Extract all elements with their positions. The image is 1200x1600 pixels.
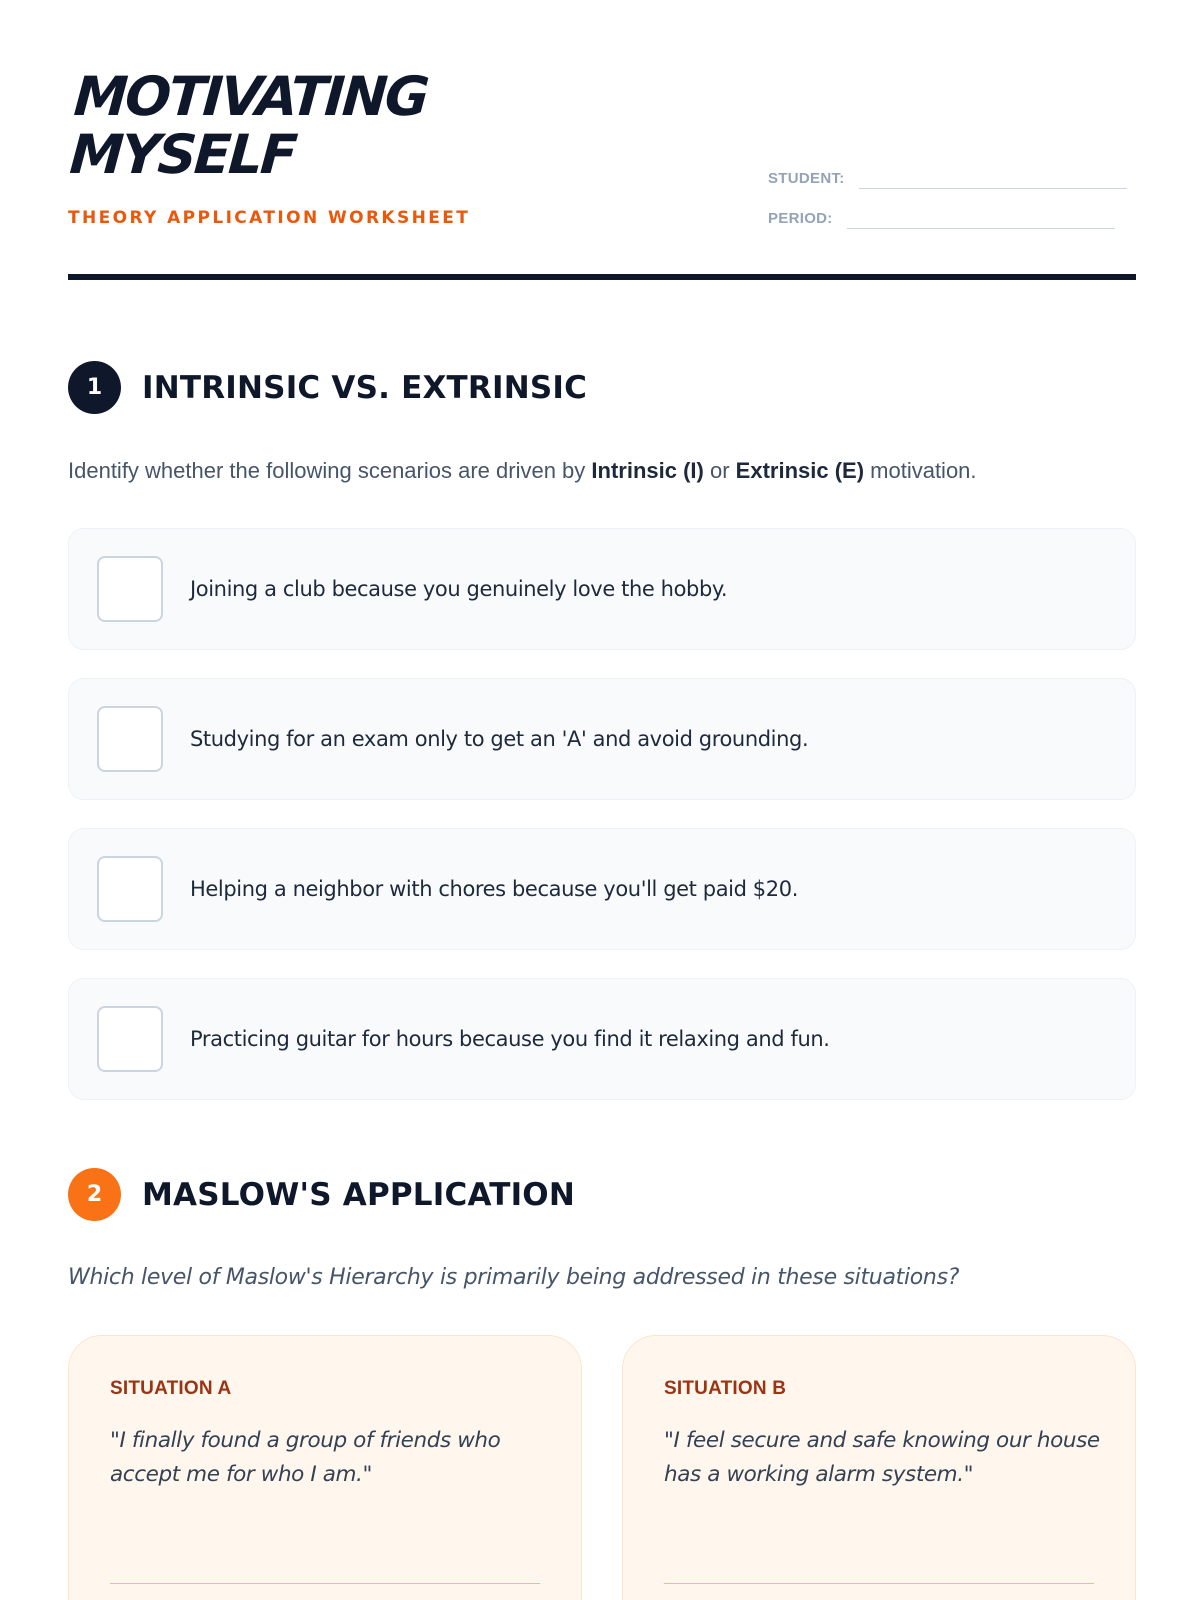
answer-line[interactable] [110, 1583, 540, 1584]
scenario-text: Studying for an exam only to get an 'A' and avoid grounding. [190, 727, 809, 751]
instruction-text: or [703, 458, 736, 483]
student-label: STUDENT: [768, 170, 845, 187]
scenario-card [68, 528, 1136, 650]
period-label: PERIOD: [768, 210, 833, 227]
worksheet-title [67, 65, 430, 186]
answer-line[interactable] [664, 1583, 1094, 1584]
situation-quote: "I feel secure and safe knowing our house has a working alarm system." [664, 1428, 1100, 1487]
student-input-line[interactable] [859, 188, 1127, 189]
scenario-text: Practicing guitar for hours because you find it relaxing and fun. [190, 1027, 830, 1051]
period-input-line[interactable] [847, 228, 1115, 229]
period-field [768, 210, 1115, 227]
situation-label: SITUATION B [664, 1378, 787, 1399]
scenario-text: Helping a neighbor with chores because you'll get paid $20. [190, 877, 798, 901]
answer-box[interactable] [97, 706, 163, 772]
section-2-number-badge: 2 [68, 1168, 121, 1221]
student-field [768, 170, 1127, 187]
section-1-number-badge: 1 [68, 361, 121, 414]
situation-quote: "I finally found a group of friends who accept me for who I am." [110, 1428, 501, 1487]
instruction-text: Identify whether the following scenarios are driven by [68, 458, 592, 483]
scenario-card [68, 828, 1136, 950]
worksheet-page [68, 0, 1136, 1600]
scenario-card [68, 978, 1136, 1100]
section-2-title: MASLOW'S APPLICATION [142, 1176, 576, 1213]
instruction-text: motivation. [864, 458, 977, 483]
title-line-2: MYSELF [67, 123, 298, 186]
situation-b-card [622, 1335, 1136, 1600]
situation-a-card [68, 1335, 582, 1600]
extrinsic-term: Extrinsic (E) [735, 458, 865, 483]
scenario-text: Joining a club because you genuinely love the hobby. [190, 577, 728, 601]
situation-label: SITUATION A [110, 1378, 232, 1399]
intrinsic-term: Intrinsic (I) [591, 458, 704, 483]
section-1-header [68, 361, 587, 414]
worksheet-subtitle: THEORY APPLICATION WORKSHEET [68, 208, 471, 228]
scenario-card [68, 678, 1136, 800]
header-divider [68, 274, 1136, 280]
answer-box[interactable] [97, 556, 163, 622]
title-line-1: MOTIVATING [71, 65, 430, 128]
answer-box[interactable] [97, 856, 163, 922]
section-2-instruction: Which level of Maslow's Hierarchy is primarily being addressed in these situations? [68, 1265, 960, 1290]
section-2-header [68, 1168, 575, 1221]
section-1-instruction [68, 458, 977, 484]
section-1-title: INTRINSIC VS. EXTRINSIC [142, 369, 588, 406]
answer-box[interactable] [97, 1006, 163, 1072]
